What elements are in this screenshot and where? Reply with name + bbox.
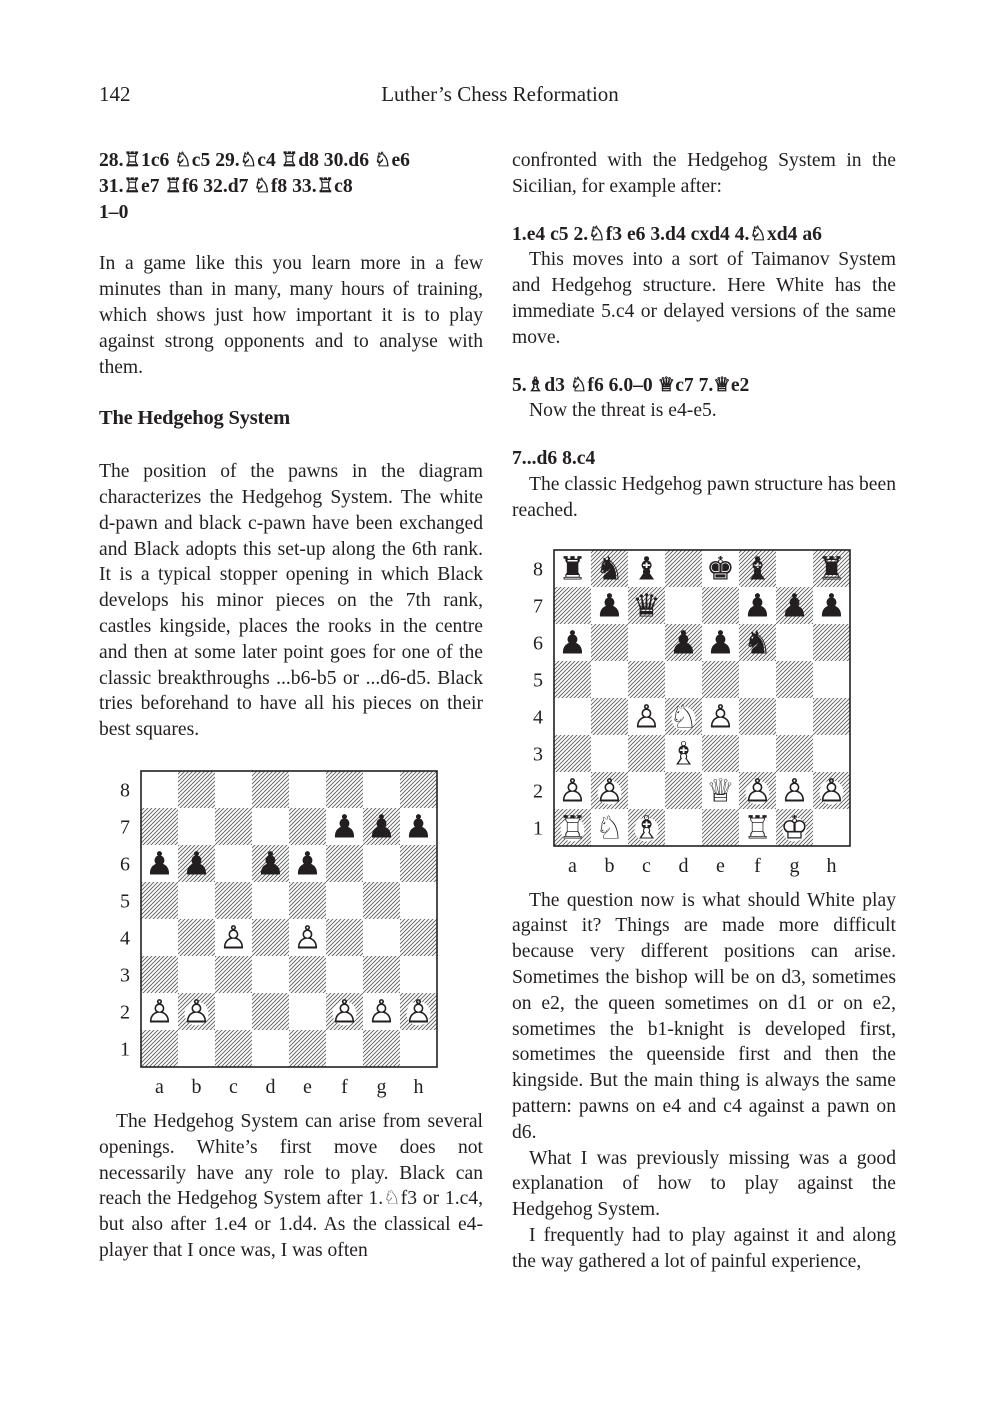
board-square-f8: [326, 771, 363, 808]
rank-label: 8: [120, 779, 130, 802]
file-label: f: [341, 1075, 348, 1098]
board-square-e1: [702, 809, 739, 846]
board-square-b4: [178, 919, 215, 956]
chess-piece-e2: ♕: [706, 771, 735, 810]
board-square-a5: [141, 882, 178, 919]
chess-piece-f7: ♟: [743, 586, 772, 625]
file-label: a: [155, 1075, 164, 1098]
left-column: [99, 148, 483, 1264]
board-square-a1: [141, 1030, 178, 1067]
board-square-b5: [178, 882, 215, 919]
file-label: h: [413, 1075, 424, 1098]
chess-piece-e8: ♚: [706, 549, 735, 588]
board-square-a3: [141, 956, 178, 993]
chess-piece-e4: ♙: [293, 918, 322, 957]
board-square-h4: [813, 698, 850, 735]
chess-piece-b7: ♟: [595, 586, 624, 625]
paragraph: I frequently had to play against it and along the way gathered a lot of painful experience,: [512, 1224, 896, 1272]
board-square-g8: [776, 550, 813, 587]
rank-label: 7: [533, 595, 543, 618]
chess-piece-d6: ♟: [669, 623, 698, 662]
file-label: h: [826, 854, 837, 877]
chess-piece-h7: ♟: [404, 807, 433, 846]
paragraph: The question now is what should White play against it? Things are made more difficult because very different positions can arise. Sometimes the bishop will be on d3, sometimes on e2, the queen sometimes on d1 or on e2, sometimes the b1-knight is developed first, sometimes the queenside first and then the kingside. But the main thing is always the same pattern: pawns on e4 and c4 against a pawn on d6.: [512, 889, 896, 1143]
board-square-c3: [628, 735, 665, 772]
chess-piece-g7: ♟: [780, 586, 809, 625]
rank-label: 6: [533, 632, 543, 655]
board-square-c1: [215, 1030, 252, 1067]
paragraph: This moves into a sort of Taimanov System and Hedgehog structure. Here White has the immediate 5.c4 or delayed versions of the same move.: [512, 249, 896, 348]
running-title: Luther’s Chess Reformation: [381, 82, 619, 106]
board-square-c6: [215, 845, 252, 882]
chess-piece-b2: ♙: [182, 992, 211, 1031]
board-square-c8: [215, 771, 252, 808]
paragraph: What I was previously missing was a good explanation of how to play against the Hedgehog System.: [512, 1147, 896, 1221]
board-square-g4: [363, 919, 400, 956]
paragraph: In a game like this you learn more in a few minutes than in many, many hours of training, which shows just how important it is to play against strong opponents and to analyse with them.: [99, 253, 483, 378]
board-square-h3: [400, 956, 437, 993]
board-square-a5: [554, 661, 591, 698]
board-square-f5: [326, 882, 363, 919]
chess-board: [105, 767, 455, 1107]
chess-piece-b2: ♙: [595, 771, 624, 810]
board-square-c3: [215, 956, 252, 993]
chess-piece-e4: ♙: [706, 697, 735, 736]
board-square-d2: [665, 772, 702, 809]
chess-piece-g7: ♟: [367, 807, 396, 846]
board-square-g3: [776, 735, 813, 772]
board-square-b1: [178, 1030, 215, 1067]
board-square-g4: [776, 698, 813, 735]
file-label: d: [678, 854, 689, 877]
chess-piece-b8: ♞: [595, 549, 624, 588]
board-square-b8: [178, 771, 215, 808]
board-square-b5: [591, 661, 628, 698]
paragraph: The Hedgehog System can arise from several openings. White’s first move does not necessarily have any role to play. Black can reach the Hedgehog System after 1.♘f3 or 1.c4, but also after 1.e4 or 1.d4. As the classical e4-player that I once was, I was often: [99, 1110, 483, 1261]
chess-piece-a6: ♟: [145, 844, 174, 883]
board-square-h5: [813, 661, 850, 698]
chess-piece-g2: ♙: [780, 771, 809, 810]
chess-piece-a1: ♖: [558, 808, 587, 847]
board-square-h6: [813, 624, 850, 661]
chess-piece-f8: ♝: [743, 549, 772, 588]
file-label: e: [716, 854, 725, 877]
board-square-f4: [739, 698, 776, 735]
board-square-g5: [363, 882, 400, 919]
board-square-c6: [628, 624, 665, 661]
chess-piece-c1: ♗: [632, 808, 661, 847]
rank-label: 5: [120, 890, 130, 913]
file-label: g: [789, 854, 800, 877]
chess-piece-c4: ♙: [632, 697, 661, 736]
chess-piece-a8: ♜: [558, 549, 587, 588]
board-square-a4: [141, 919, 178, 956]
board-square-b4: [591, 698, 628, 735]
chess-piece-f7: ♟: [330, 807, 359, 846]
game-moves: 7...d6 8.c4: [512, 448, 596, 470]
chess-piece-g1: ♔: [780, 808, 809, 847]
chess-piece-h8: ♜: [817, 549, 846, 588]
board-square-d7: [665, 587, 702, 624]
chess-diagram-1: [105, 767, 483, 1107]
board-square-d1: [252, 1030, 289, 1067]
rank-label: 4: [533, 706, 543, 729]
chess-piece-g2: ♙: [367, 992, 396, 1031]
board-square-h1: [400, 1030, 437, 1067]
board-square-h3: [813, 735, 850, 772]
chess-piece-a6: ♟: [558, 623, 587, 662]
board-square-e8: [289, 771, 326, 808]
board-square-f1: [326, 1030, 363, 1067]
chess-piece-h2: ♙: [404, 992, 433, 1031]
game-result: 1–0: [99, 201, 129, 223]
rank-label: 3: [120, 964, 130, 987]
chess-piece-f2: ♙: [743, 771, 772, 810]
board-square-a4: [554, 698, 591, 735]
board-square-f3: [739, 735, 776, 772]
board-square-g3: [363, 956, 400, 993]
game-moves: 28.♖1c6 ♘c5 29.♘c4 ♖d8 30.d6 ♘e6: [99, 150, 410, 171]
rank-label: 2: [120, 1001, 130, 1024]
board-square-g6: [776, 624, 813, 661]
board-square-h4: [400, 919, 437, 956]
board-square-e2: [289, 993, 326, 1030]
file-label: d: [265, 1075, 276, 1098]
board-square-a7: [554, 587, 591, 624]
board-square-d7: [252, 808, 289, 845]
board-square-d2: [252, 993, 289, 1030]
board-square-f4: [326, 919, 363, 956]
chess-board: [518, 546, 868, 886]
chess-piece-e6: ♟: [293, 844, 322, 883]
chess-piece-d4: ♘: [669, 697, 698, 736]
board-square-b3: [591, 735, 628, 772]
chess-piece-b1: ♘: [595, 808, 624, 847]
board-square-b3: [178, 956, 215, 993]
board-square-e3: [702, 735, 739, 772]
board-square-d3: [252, 956, 289, 993]
board-square-b7: [178, 808, 215, 845]
board-square-d1: [665, 809, 702, 846]
board-square-g6: [363, 845, 400, 882]
board-square-e5: [702, 661, 739, 698]
board-square-d4: [252, 919, 289, 956]
board-square-c7: [215, 808, 252, 845]
file-label: b: [604, 854, 615, 877]
rank-label: 7: [120, 816, 130, 839]
page-number: 142: [99, 82, 131, 106]
game-moves: 31.♖e7 ♖f6 32.d7 ♘f8 33.♖c8: [99, 175, 353, 197]
board-square-e5: [289, 882, 326, 919]
chess-piece-f1: ♖: [743, 808, 772, 847]
board-square-h8: [400, 771, 437, 808]
board-square-h1: [813, 809, 850, 846]
rank-label: 6: [120, 853, 130, 876]
file-label: c: [642, 854, 651, 877]
chess-piece-d6: ♟: [256, 844, 285, 883]
file-label: f: [754, 854, 761, 877]
board-square-d5: [252, 882, 289, 919]
board-square-c5: [215, 882, 252, 919]
chess-piece-h2: ♙: [817, 771, 846, 810]
right-column: [512, 148, 896, 1275]
file-label: b: [191, 1075, 202, 1098]
chess-piece-a2: ♙: [558, 771, 587, 810]
chess-piece-c8: ♝: [632, 549, 661, 588]
board-square-h5: [400, 882, 437, 919]
file-label: a: [568, 854, 577, 877]
rank-label: 8: [533, 558, 543, 581]
board-square-f3: [326, 956, 363, 993]
game-moves: 1.e4 c5 2.♘f3 e6 3.d4 cxd4 4.♘xd4 a6: [512, 223, 822, 245]
chess-diagram-2: [518, 546, 896, 886]
board-square-c2: [215, 993, 252, 1030]
board-square-d8: [665, 550, 702, 587]
rank-label: 2: [533, 780, 543, 803]
board-square-g1: [363, 1030, 400, 1067]
file-label: e: [303, 1075, 312, 1098]
rank-label: 3: [533, 743, 543, 766]
board-square-e7: [702, 587, 739, 624]
file-label: c: [229, 1075, 238, 1098]
rank-label: 4: [120, 927, 130, 950]
section-heading: The Hedgehog System: [99, 407, 290, 430]
chess-piece-c7: ♛: [632, 586, 661, 625]
board-square-g8: [363, 771, 400, 808]
paragraph: The classic Hedgehog pawn structure has been reached.: [512, 473, 896, 521]
chess-piece-c4: ♙: [219, 918, 248, 957]
paragraph: Now the threat is e4-e5.: [529, 400, 717, 422]
board-square-d5: [665, 661, 702, 698]
game-moves: 5.♗d3 ♘f6 6.0–0 ♕c7 7.♕e2: [512, 374, 750, 396]
paragraph: confronted with the Hedgehog System in the Sicilian, for example after:: [512, 150, 896, 197]
board-square-b6: [591, 624, 628, 661]
board-square-a7: [141, 808, 178, 845]
board-square-c2: [628, 772, 665, 809]
board-square-f6: [326, 845, 363, 882]
chess-piece-h7: ♟: [817, 586, 846, 625]
chess-piece-b6: ♟: [182, 844, 211, 883]
board-square-a8: [141, 771, 178, 808]
board-square-e3: [289, 956, 326, 993]
paragraph: The position of the pawns in the diagram characterizes the Hedgehog System. The white d-pawn and black c-pawn have been exchanged and Black adopts this set-up along the 6th rank. It is a typical stopper opening in which Black develops his minor pieces on the 7th rank, castles kingside, places the rooks in the centre and then at some later point goes for one of the classic breakthroughs ...b6-b5 or ...d6-d5. Black tries beforehand to have all his pieces on their best squares.: [99, 461, 483, 741]
rank-label: 1: [533, 817, 543, 840]
chess-piece-a2: ♙: [145, 992, 174, 1031]
chess-piece-e6: ♟: [706, 623, 735, 662]
board-square-g5: [776, 661, 813, 698]
chess-piece-d3: ♗: [669, 734, 698, 773]
board-square-h6: [400, 845, 437, 882]
board-square-f5: [739, 661, 776, 698]
board-square-e1: [289, 1030, 326, 1067]
board-square-a3: [554, 735, 591, 772]
chess-piece-f2: ♙: [330, 992, 359, 1031]
rank-label: 5: [533, 669, 543, 692]
chess-piece-f6: ♞: [743, 623, 772, 662]
board-square-d8: [252, 771, 289, 808]
board-square-c5: [628, 661, 665, 698]
rank-label: 1: [120, 1038, 130, 1061]
board-square-e7: [289, 808, 326, 845]
file-label: g: [376, 1075, 387, 1098]
